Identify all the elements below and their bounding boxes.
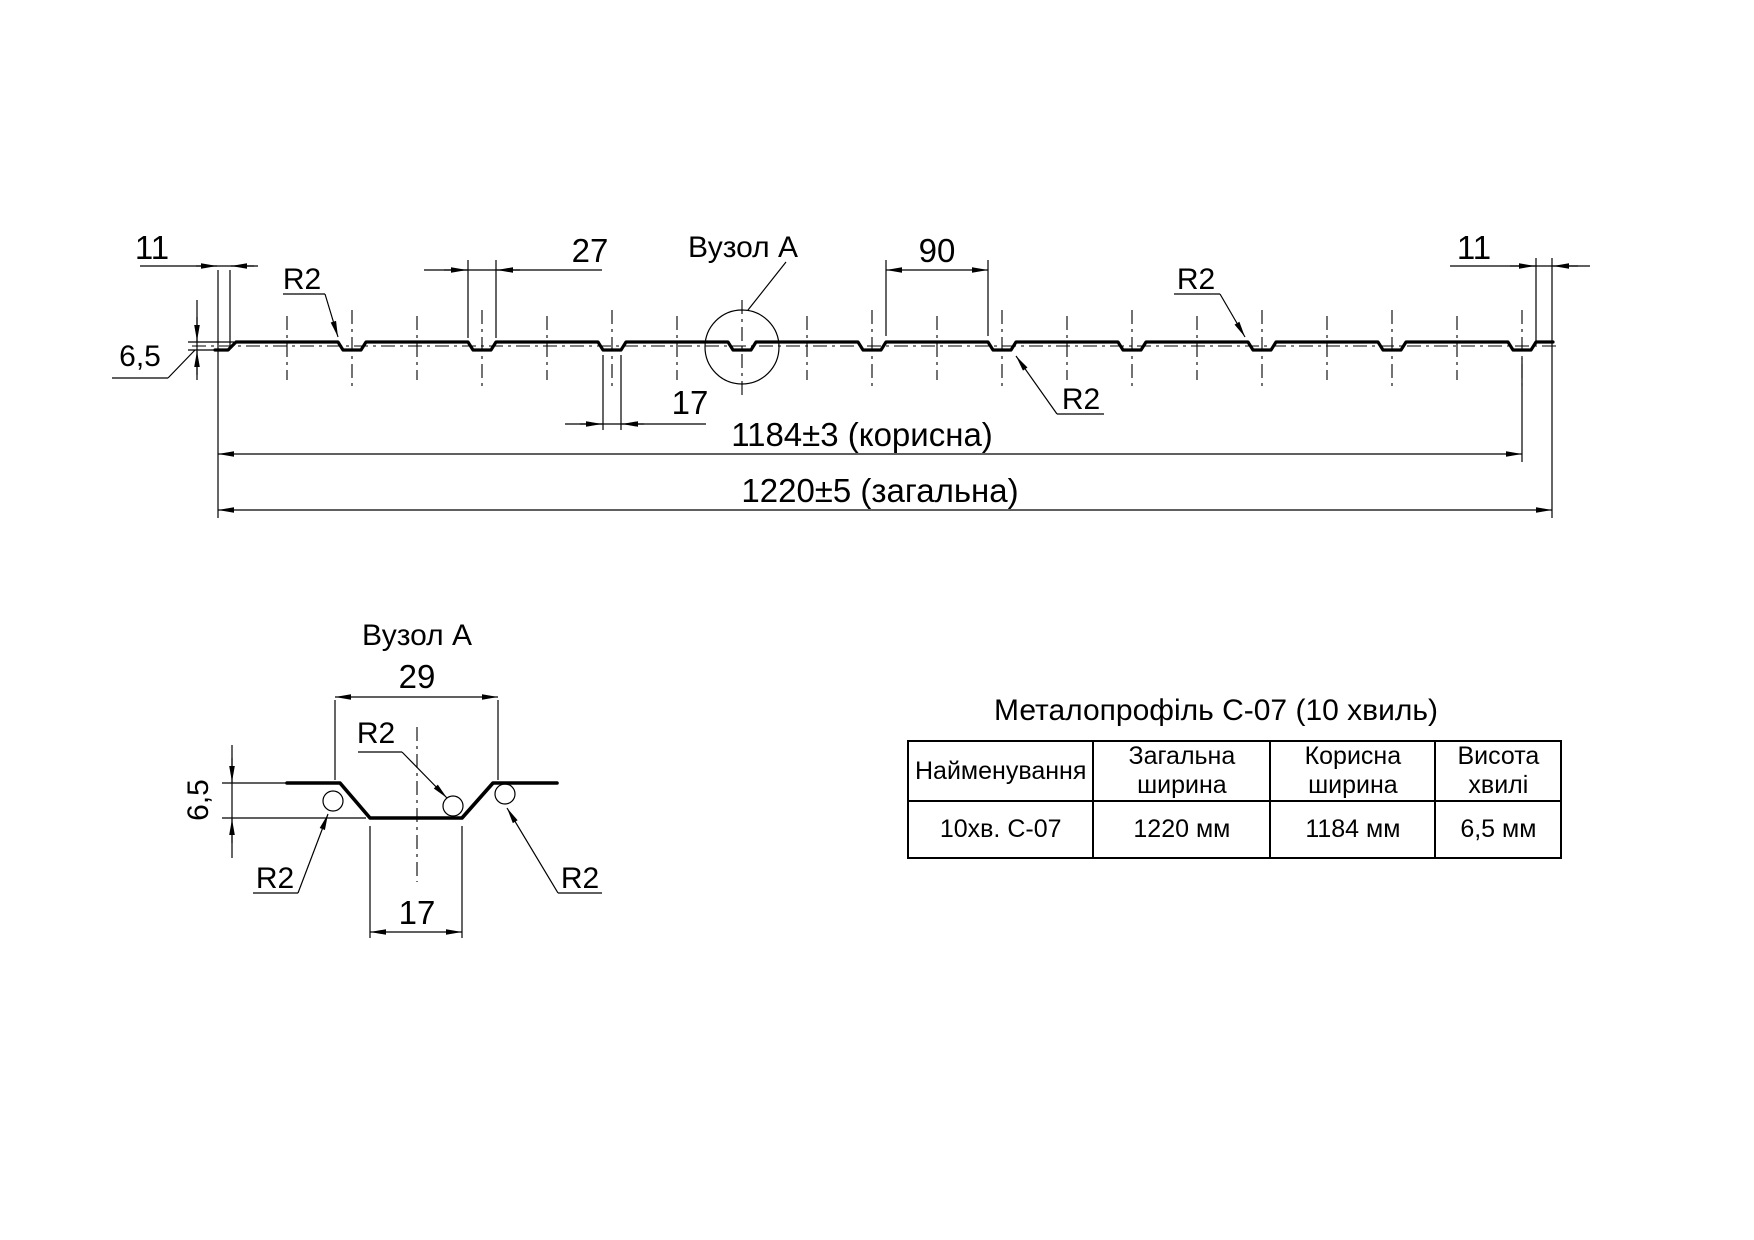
dim-label-overall-width: 1220±5 (загальна) [741, 472, 1019, 509]
detail-radius-note-bl [253, 814, 328, 895]
dim-overall-width [218, 472, 1552, 510]
spec-value-wave-height: 6,5 мм [1435, 801, 1561, 858]
spec-header-overall-width: Загальна ширина [1093, 741, 1270, 801]
dim-useful-width [218, 358, 1522, 462]
dim-rib-bottom-17 [565, 355, 708, 430]
spec-table-value-row [908, 801, 1561, 858]
radius-indicator-circle [323, 791, 343, 811]
radius-indicator-circle [443, 796, 463, 816]
dim-height-65 [112, 300, 234, 380]
detail-callout-leader [748, 262, 786, 310]
dim-edge-right-11 [1450, 229, 1590, 518]
detail-view-node-a [182, 619, 602, 938]
radius-label: R2 [356, 717, 396, 750]
dim-detail-bottom-17 [370, 826, 462, 938]
radius-label: R2 [255, 862, 295, 895]
spec-header-wave-height: Висота хвилі [1435, 741, 1561, 801]
detail-radius-note-br [507, 808, 602, 895]
spec-value-overall-width: 1220 мм [1093, 801, 1270, 858]
radius-note-right [1174, 263, 1245, 337]
spec-table-header-row [908, 741, 1561, 801]
dim-label-rib-top: 27 [571, 232, 609, 269]
dim-label-rib-bottom: 17 [671, 384, 709, 421]
spec-table-title: Металопрофіль С-07 (10 хвиль) [994, 694, 1438, 727]
dim-rib-top-27 [424, 232, 608, 338]
dim-label-detail-height: 6,5 [182, 779, 215, 821]
spec-value-name: 10хв. С-07 [908, 801, 1093, 858]
spec-value-useful-width: 1184 мм [1270, 801, 1435, 858]
dim-label-detail-bottom: 17 [398, 894, 436, 931]
spec-table [907, 740, 1562, 859]
radius-label: R2 [560, 862, 600, 895]
dim-label-height: 6,5 [119, 340, 161, 373]
radius-note-bottom [1016, 356, 1104, 416]
detail-profile-outline [287, 783, 557, 818]
spec-header-useful-width: Корисна ширина [1270, 741, 1435, 801]
dim-label-rib-spacing: 90 [918, 232, 956, 269]
detail-callout-label: Вузол А [688, 231, 798, 264]
spec-header-name: Найменування [908, 741, 1093, 801]
radius-label: R2 [1176, 263, 1216, 296]
profile-cross-section-view [112, 229, 1590, 518]
radius-label: R2 [282, 263, 322, 296]
dim-label-edge-right: 11 [1456, 229, 1492, 266]
radius-indicator-circle [495, 784, 515, 804]
dim-detail-height-65 [182, 745, 366, 858]
radius-label: R2 [1061, 383, 1101, 416]
detail-radius-note-upper [357, 717, 447, 798]
dim-label-detail-top: 29 [398, 658, 436, 695]
dim-label-edge-left: 11 [134, 229, 170, 266]
dim-label-useful-width: 1184±3 (корисна) [731, 416, 993, 453]
radius-note-left [283, 263, 338, 337]
detail-view-title: Вузол А [362, 619, 472, 652]
